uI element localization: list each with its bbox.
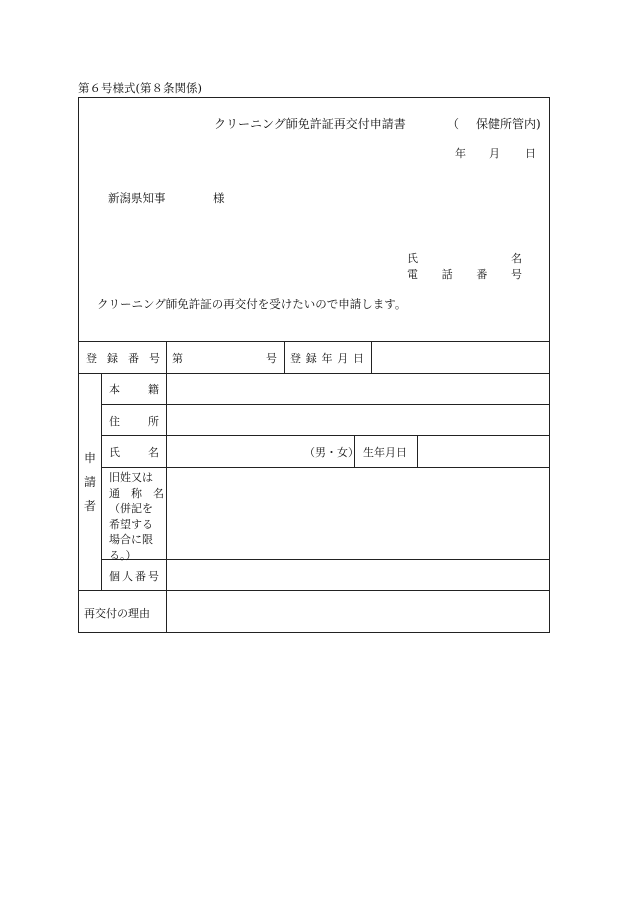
registration-number-suffix[interactable]: 号: [266, 352, 277, 365]
date-month-label[interactable]: 月: [489, 147, 500, 160]
office-open-paren: （: [447, 117, 460, 131]
former-name-field[interactable]: [167, 468, 548, 559]
registration-date-field[interactable]: [372, 342, 548, 373]
registration-number-prefix[interactable]: 第: [172, 352, 183, 365]
address-label: 住 所: [109, 415, 159, 428]
health-office-label[interactable]: 保健所管内): [476, 117, 541, 131]
honorific: 様: [213, 191, 225, 205]
reason-label: 再交付の理由: [84, 607, 150, 620]
date-year-label[interactable]: 年: [455, 147, 466, 160]
name-field[interactable]: [167, 436, 297, 467]
application-statement: クリーニング師免許証の再交付を受けたいので申請します。: [97, 297, 407, 311]
address-field[interactable]: [167, 405, 548, 435]
birthdate-label: 生年月日: [363, 446, 407, 459]
divider: [101, 373, 102, 590]
date-day-label[interactable]: 日: [525, 147, 536, 160]
form-title: クリーニング師免許証再交付申請書: [214, 117, 406, 131]
domicile-field[interactable]: [167, 374, 548, 404]
application-form: [78, 97, 550, 633]
divider: [284, 341, 285, 373]
sex-selection[interactable]: （男・女）: [304, 446, 359, 459]
form-number: 第６号様式(第８条関係): [78, 81, 202, 95]
name-label: 氏 名: [109, 446, 159, 459]
domicile-label: 本 籍: [109, 383, 159, 396]
applicant-name-label[interactable]: 氏 名: [407, 252, 522, 265]
registration-number-label: 登 録 番 号: [86, 352, 160, 365]
registration-date-label: 登 録 年 月 日: [290, 352, 364, 365]
personal-number-label: 個 人 番 号: [109, 570, 159, 583]
personal-number-field[interactable]: [167, 560, 548, 590]
phone-number-label[interactable]: 電 話 番 号: [407, 268, 522, 281]
birthdate-field[interactable]: [418, 436, 548, 467]
reason-field[interactable]: [167, 591, 548, 632]
applicant-label: 申 請 者: [83, 451, 96, 513]
former-name-label: 旧姓又は 通 称 名 （併記を 希望する 場合に限 る。）: [109, 471, 164, 562]
addressee: 新潟県知事: [108, 191, 166, 205]
